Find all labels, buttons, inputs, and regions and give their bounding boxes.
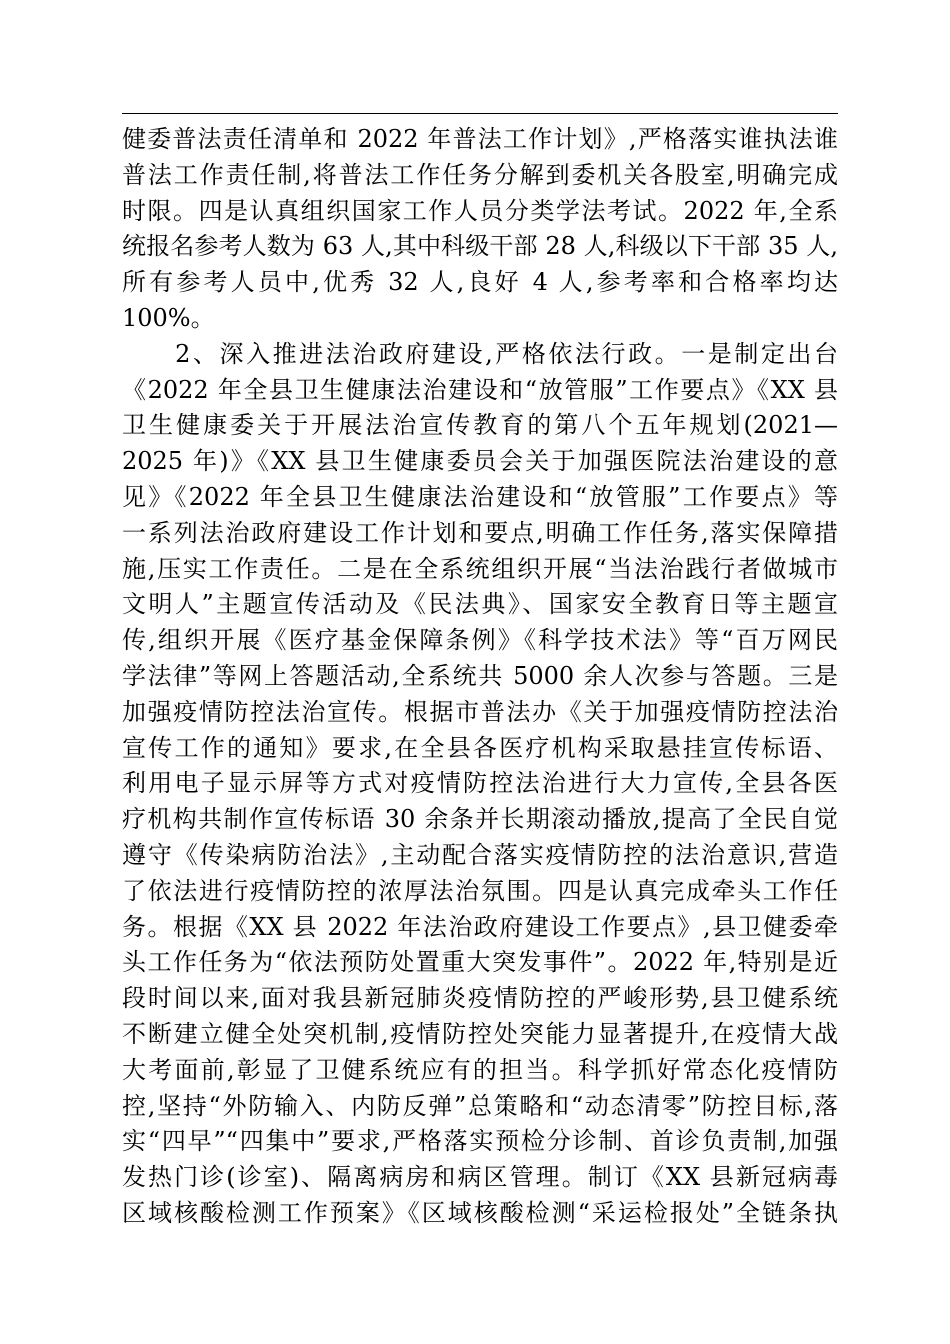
text-line: 2、深入推进法治政府建设,严格依法行政。一是制定出台 (122, 339, 838, 368)
paragraph-1 (122, 122, 838, 337)
text-line: 一系列法治政府建设工作计划和要点,明确工作任务,落实保障措 (122, 518, 838, 547)
text-line: 传,组织开展《医疗基金保障条例》《科学技术法》等“百万网民 (122, 626, 838, 655)
text-line: 100%。 (122, 303, 215, 332)
text-line: 实“四早”“四集中”要求,严格落实预检分诊制、首诊负责制,加强 (122, 1127, 838, 1156)
text-line: 头工作任务为“依法预防处置重大突发事件”。2022 年,特别是近 (122, 948, 838, 977)
text-line: 务。根据《XX 县 2022 年法治政府建设工作要点》,县卫健委牵 (122, 912, 838, 941)
text-line: 2025 年)》《XX 县卫生健康委员会关于加强医院法治建设的意 (122, 447, 838, 476)
text-line: 统报名参考人数为 63 人,其中科级干部 28 人,科级以下干部 35 人, (122, 232, 838, 261)
text-line: 文明人”主题宣传活动及《民法典》、国家安全教育日等主题宣 (122, 590, 838, 619)
text-line: 大考面前,彰显了卫健系统应有的担当。科学抓好常态化疫情防 (122, 1055, 838, 1084)
text-line: 了依法进行疫情防控的浓厚法治氛围。四是认真完成牵头工作任 (122, 876, 838, 905)
text-line: 利用电子显示屏等方式对疫情防控法治进行大力宣传,全县各医 (122, 769, 838, 798)
text-line: 健委普法责任清单和 2022 年普法工作计划》,严格落实谁执法谁 (122, 125, 838, 153)
text-line: 发热门诊(诊室)、隔离病房和病区管理。制订《XX 县新冠病毒 (122, 1163, 838, 1192)
body-text (122, 122, 838, 1232)
text-line: 区域核酸检测工作预案》《区域核酸检测“采运检报处”全链条执 (122, 1198, 838, 1227)
text-line: 遵守《传染病防治法》,主动配合落实疫情防控的法治意识,营造 (122, 840, 838, 869)
text-line: 所有参考人员中,优秀 32 人,良好 4 人,参考率和合格率均达 (122, 268, 838, 297)
text-line: 施,压实工作责任。二是在全系统组织开展“当法治践行者做城市 (122, 554, 838, 583)
text-line: 疗机构共制作宣传标语 30 余条并长期滚动播放,提高了全民自觉 (122, 805, 838, 834)
text-line: 学法律”等网上答题活动,全系统共 5000 余人次参与答题。三是 (122, 661, 838, 690)
text-line: 见》《2022 年全县卫生健康法治建设和“放管服”工作要点》等 (122, 482, 838, 511)
text-line: 宣传工作的通知》要求,在全县各医疗机构采取悬挂宣传标语、 (122, 733, 838, 762)
text-line: 不断建立健全处突机制,疫情防控处突能力显著提升,在疫情大战 (122, 1019, 838, 1048)
text-line: 普法工作责任制,将普法工作任务分解到委机关各股室,明确完成 (122, 160, 838, 189)
text-line: 卫生健康委关于开展法治宣传教育的第八个五年规划(2021— (122, 411, 838, 440)
paragraph-2 (122, 337, 838, 1232)
text-line: 《2022 年全县卫生健康法治建设和“放管服”工作要点》《XX 县 (122, 375, 838, 404)
text-line: 加强疫情防控法治宣传。根据市普法办《关于加强疫情防控法治 (122, 697, 838, 726)
text-line: 时限。四是认真组织国家工作人员分类学法考试。2022 年,全系 (122, 196, 838, 225)
text-line: 控,坚持“外防输入、内防反弹”总策略和“动态清零”防控目标,落 (122, 1091, 838, 1120)
text-line: 段时间以来,面对我县新冠肺炎疫情防控的严峻形势,县卫健系统 (122, 984, 838, 1013)
header-rule (122, 113, 838, 114)
